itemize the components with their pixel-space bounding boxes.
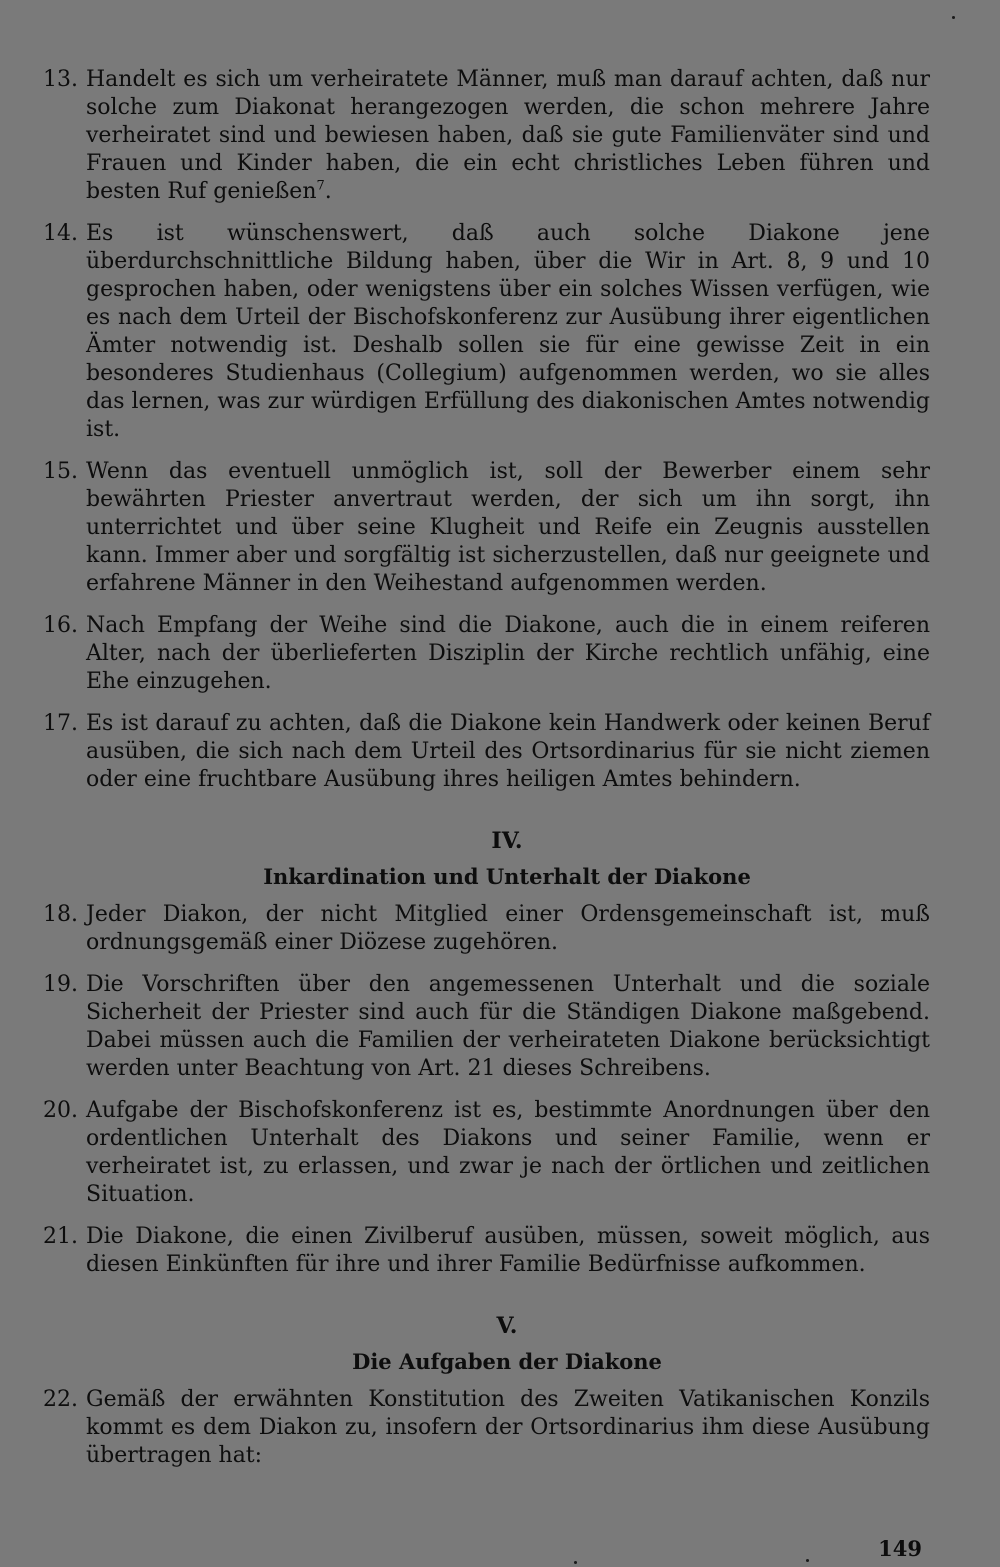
- section-title-v: Die Aufgaben der Diakone: [352, 1349, 662, 1374]
- paragraph-text: Es ist darauf zu achten, daß die Diakone kein Handwerk oder keinen Beruf ausüben, die sich nach dem Urteil des Ortsordinarius für sie nicht ziemen oder eine fruchtbare Ausübung ihres heiligen Amtes behindern.: [86, 711, 930, 792]
- paragraph-15: [36, 458, 930, 598]
- paragraph-text: Jeder Diakon, der nicht Mitglied einer Ordensgemeinschaft ist, muß ordnungsgemäß einer Diözese zugehören.: [86, 902, 930, 955]
- paragraph-body: Handelt es sich um verheiratete Männer, muß man darauf achten, daß nur solche zum Diakonat herangezogen werden, die schon mehrere Jahre verheiratet sind und bewiesen haben, daß sie gute Familienväter sind und Frauen und Kinder haben, die ein echt christliches Leben führen und besten Ruf genießen: [86, 67, 930, 204]
- paragraph-number: 18.: [43, 902, 78, 927]
- paragraph-number: 19.: [43, 972, 78, 997]
- scan-speck: [952, 16, 955, 19]
- paragraph-text: Die Diakone, die einen Zivilberuf ausüben, müssen, soweit möglich, aus diesen Einkünften für ihre und ihrer Familie Bedürfnisse aufkommen.: [86, 1224, 930, 1277]
- paragraph-17: [36, 710, 930, 794]
- paragraph-text: Gemäß der erwähnten Konstitution des Zweiten Vatikanischen Konzils kommt es dem Diakon zu, insofern der Ortsordinarius ihm diese Ausübung übertragen hat:: [86, 1387, 930, 1468]
- paragraph-22: [36, 1386, 930, 1470]
- scan-speck: [574, 1561, 577, 1564]
- paragraph-number: 22.: [43, 1387, 78, 1412]
- paragraph-text: [86, 66, 930, 206]
- paragraph-text: Nach Empfang der Weihe sind die Diakone, auch die in einem reiferen Alter, nach der überlieferten Disziplin der Kirche rechtlich unfähig, eine Ehe einzugehen.: [86, 613, 930, 694]
- footnote-marker: 7: [316, 178, 325, 194]
- paragraph-21: [36, 1223, 930, 1279]
- section-numeral-iv: IV.: [491, 828, 523, 854]
- page-number: 149: [878, 1536, 922, 1561]
- paragraph-number: 13.: [43, 67, 78, 92]
- paragraph-number: 20.: [43, 1098, 78, 1123]
- paragraph-20: [36, 1097, 930, 1209]
- paragraph-number: 21.: [43, 1224, 78, 1249]
- paragraph-text: Aufgabe der Bischofskonferenz ist es, bestimmte Anordnungen über den ordentlichen Unterhalt des Diakons und seiner Familie, wenn er verheiratet ist, zu erlassen, und zwar je nach der örtlichen und zeitlichen Situation.: [86, 1098, 930, 1207]
- paragraph-number: 17.: [43, 711, 78, 736]
- paragraph-text: Die Vorschriften über den angemessenen Unterhalt und die soziale Sicherheit der Priester sind auch für die Ständigen Diakone maßgebend. Dabei müssen auch die Familien der verheirateten Diakone berücksichtigt werden unter Beachtung von Art. 21 dieses Schreibens.: [86, 972, 930, 1081]
- paragraph-16: [36, 612, 930, 696]
- paragraph-number: 14.: [43, 221, 78, 246]
- section-numeral-v: V.: [496, 1313, 518, 1339]
- paragraph-tail: .: [324, 179, 332, 204]
- paragraph-text: Es ist wünschenswert, daß auch solche Diakone jene überdurchschnittliche Bildung haben, über die Wir in Art. 8, 9 und 10 gesprochen haben, oder wenigstens über ein solches Wissen verfügen, wie es nach dem Urteil der Bischofskonferenz zur Ausübung ihrer eigentlichen Ämter notwendig ist. Deshalb sollen sie für eine gewisse Zeit in ein besonderes Studienhaus (Collegium) aufgenommen werden, wo sie alles das lernen, was zur würdigen Erfüllung des diakonischen Amtes notwendig ist.: [86, 221, 930, 442]
- paragraph-13: [36, 66, 930, 206]
- paragraph-19: [36, 971, 930, 1083]
- paragraph-number: 16.: [43, 613, 78, 638]
- scan-speck: [806, 1559, 809, 1562]
- paragraph-14: [36, 220, 930, 444]
- paragraph-text: Wenn das eventuell unmöglich ist, soll der Bewerber einem sehr bewährten Priester anvertraut werden, der sich um ihn sorgt, ihn unterrichtet und über seine Klugheit und Reife ein Zeugnis ausstellen kann. Immer aber und sorgfältig ist sicherzustellen, daß nur geeignete und erfahrene Männer in den Weihestand aufgenommen werden.: [86, 459, 930, 596]
- paragraph-number: 15.: [43, 459, 78, 484]
- section-title-iv: Inkardination und Unterhalt der Diakone: [263, 864, 751, 889]
- paragraph-18: [36, 901, 930, 957]
